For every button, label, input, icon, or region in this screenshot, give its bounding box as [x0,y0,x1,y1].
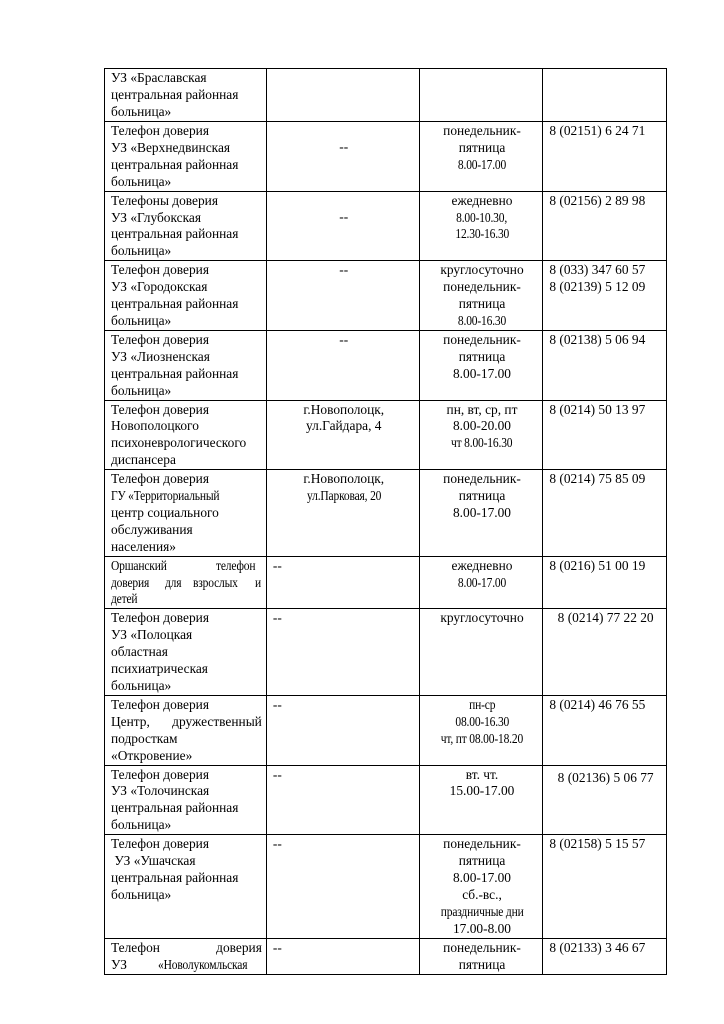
text-line: круглосуточно [440,262,524,278]
address-text: -- [339,139,349,154]
organization-cell [105,400,267,470]
text-line: центральная районная [111,869,239,885]
table-row [105,556,667,609]
text-line: диспансера [111,452,176,468]
justified-line [111,558,262,575]
address-cell [266,765,419,835]
phone-number: 8 (033) 347 60 57 [549,262,646,278]
text-line: сб.-вс., [462,886,502,902]
address-cell [266,261,419,331]
hours-cell [419,470,543,557]
phone-number: 8 (02158) 5 15 57 [549,836,646,852]
text-line: 8.00-17.00 [452,365,512,381]
text-line: УЗ «Глубокская [111,209,202,225]
text-line: Телефон доверия [111,123,210,138]
organization-cell [105,835,267,938]
address-text: -- [272,766,282,782]
address-cell [266,938,419,974]
phone-cell [543,609,667,696]
address-cell [266,400,419,470]
text-line: обслуживания [111,521,193,537]
text-line: Новополоцкого [111,418,199,434]
text-line: УЗ «Браславская [111,70,207,85]
table-row [105,470,667,557]
table-row [105,609,667,696]
justified-line [111,714,262,731]
address-cell [266,835,419,938]
word: Оршанский [111,557,167,573]
address-cell [266,191,419,261]
table-row [105,122,667,192]
text-line: Телефон доверия [111,262,210,278]
text-line: пятница [458,348,506,364]
table-row [105,695,667,765]
text-line: больница» [111,817,172,833]
address-text: -- [339,331,349,347]
text-line: вт. чт. [465,766,499,782]
text-line: больница» [111,312,172,328]
hours-cell [419,122,543,192]
word: доверия [111,574,150,590]
text-line: 17.00-8.00 [452,920,512,936]
organization-cell [105,330,267,400]
text-line: Телефон доверия [111,766,210,782]
table-row [105,261,667,331]
text-line: больница» [111,678,172,693]
phone-number: 8 (02133) 3 46 67 [549,939,646,955]
phone-number: 8 (0214) 75 85 09 [549,471,646,487]
text-line: чт 8.00-16.30 [451,435,513,451]
phone-cell [543,765,667,835]
justified-line [111,575,262,592]
organization-cell [105,938,267,974]
phone-cell [543,122,667,192]
text-line: понедельник- [443,279,521,295]
text-line: «Откровение» [111,747,193,763]
text-line: УЗ «Лиозненская [111,348,210,364]
hours-cell [419,609,543,696]
organization-cell [105,69,267,122]
table-row [105,191,667,261]
text-line: 8.00-17.00 [457,574,507,590]
address-cell [266,69,419,122]
text-line: понедельник- [443,123,521,138]
word: взрослых [193,574,239,590]
table-row [105,400,667,470]
text-line: УЗ «Полоцкая [111,627,193,643]
text-line: Телефон доверия [111,331,210,347]
hours-cell [419,556,543,609]
text-line: 8.00-17.00 [452,869,512,885]
text-line: чт, пт 08.00-18.20 [440,730,524,746]
text-line: УЗ «Верхнедвинская [111,139,231,155]
text-line: 8.00-17.00 [457,156,507,172]
text-line: населения» [111,538,176,554]
text-line: пятница [458,853,506,869]
table-row [105,330,667,400]
text-line: центральная районная [111,156,239,172]
text-line: пн-ср [468,696,496,712]
organization-cell [105,122,267,192]
address-cell [266,556,419,609]
word: дружественный [172,713,262,729]
address-text: г.Новополоцк, [303,471,385,487]
address-cell [266,695,419,765]
text-line: психоневрологического [111,435,247,451]
hours-cell [419,835,543,938]
phone-cell [543,330,667,400]
text-line: ежедневно [451,192,513,208]
address-text: -- [272,939,282,955]
address-cell [266,470,419,557]
address-cell [266,609,419,696]
text-line: Телефон доверия [111,401,210,417]
table-row [105,69,667,122]
text-line: Телефон доверия [111,836,210,852]
text-line: детей [111,591,138,607]
table-row [105,835,667,938]
text-line: больница» [111,243,172,259]
organization-cell [105,470,267,557]
word: и [254,574,261,590]
word: Центр, [111,713,150,729]
text-line: УЗ «Городокская [111,279,208,295]
table-row [105,938,667,974]
hours-cell [419,191,543,261]
phone-number: 8 (0214) 46 76 55 [549,696,646,712]
text-line: центральная районная [111,226,239,242]
text-line: 8.00-17.00 [452,504,512,520]
hours-cell [419,938,543,974]
text-line: 8.00-20.00 [452,418,512,434]
text-line: центральная районная [111,296,239,312]
address-text: -- [339,262,349,278]
phone-cell [543,191,667,261]
hours-cell [419,69,543,122]
word: УЗ [111,956,128,972]
hours-cell [419,695,543,765]
text-line: 12.30-16.30 [455,226,509,242]
phone-number: 8 (0216) 51 00 19 [549,557,646,573]
address-text: -- [272,610,282,626]
text-line: понедельник- [443,471,521,487]
phone-cell [543,695,667,765]
text-line: 08.00-16.30 [455,713,509,729]
text-line: понедельник- [443,939,521,955]
text-line: центр социального [111,504,219,520]
helpline-table [104,68,667,975]
organization-cell [105,261,267,331]
address-text: -- [339,208,349,224]
word: «Новолукомльская [157,956,248,972]
phone-cell [543,69,667,122]
text-line: Телефоны доверия [111,192,219,208]
text-line: УЗ «Толочинская [111,783,210,799]
text-line: праздничные дни [440,903,524,919]
text-line: УЗ «Ушачская [111,853,196,869]
hours-cell [419,261,543,331]
phone-number: 8 (02136) 5 06 77 [557,769,654,785]
phone-number: 8 (02156) 2 89 98 [549,192,646,208]
text-line: ежедневно [451,557,513,573]
organization-cell [105,556,267,609]
address-text: -- [272,696,282,712]
text-line: больница» [111,103,172,119]
text-line: центральная районная [111,365,239,381]
organization-cell [105,191,267,261]
table-row [105,765,667,835]
address-text: -- [272,557,282,573]
justified-line [111,957,262,974]
address-cell [266,330,419,400]
phone-number: 8 (02139) 5 12 09 [549,279,646,295]
text-line: центральная районная [111,800,239,816]
text-line: пятница [458,488,506,504]
phone-cell [543,400,667,470]
text-line: 8.00-16.30 [457,312,507,328]
text-line: понедельник- [443,836,521,852]
phone-number: 8 (0214) 50 13 97 [549,401,646,417]
phone-cell [543,556,667,609]
text-line: пн, вт, ср, пт [446,401,518,417]
word: Телефон [111,939,160,955]
text-line: 8.00-10.30, [456,209,508,225]
text-line: пятница [458,296,506,312]
organization-cell [105,765,267,835]
phone-cell [543,470,667,557]
text-line: подросткам [111,730,178,746]
word: телефон [216,557,256,573]
text-line: круглосуточно [440,610,524,626]
organization-cell [105,695,267,765]
justified-line [111,940,262,957]
text-line: понедельник- [443,331,521,347]
text-line: больница» [111,886,172,902]
phone-cell [543,261,667,331]
address-text: ул.Парковая, 20 [306,488,381,504]
text-line: пятница [458,956,506,972]
word: доверия [216,939,262,955]
text-line: пятница [458,139,506,155]
phone-cell [543,835,667,938]
text-line: центральная районная [111,86,239,102]
address-text: -- [272,836,282,852]
address-cell [266,122,419,192]
address-text: ул.Гайдара, 4 [306,418,382,434]
organization-cell [105,609,267,696]
text-line: ГУ «Территориальный [111,488,220,504]
text-line: больница» [111,173,172,189]
text-line: психиатрическая [111,661,208,677]
word: для [164,574,182,590]
hours-cell [419,330,543,400]
phone-number: 8 (02151) 6 24 71 [549,123,646,138]
address-text: г.Новополоцк, [303,401,385,417]
phone-cell [543,938,667,974]
phone-number: 8 (02138) 5 06 94 [549,331,646,347]
hours-cell [419,400,543,470]
text-line: больница» [111,382,172,398]
hours-cell [419,765,543,835]
text-line: областная [111,644,168,660]
text-line: 15.00-17.00 [449,783,515,799]
phone-number: 8 (0214) 77 22 20 [557,610,654,626]
text-line: Телефон доверия [111,471,210,487]
text-line: Телефон доверия [111,610,210,626]
text-line: Телефон доверия [111,696,210,712]
